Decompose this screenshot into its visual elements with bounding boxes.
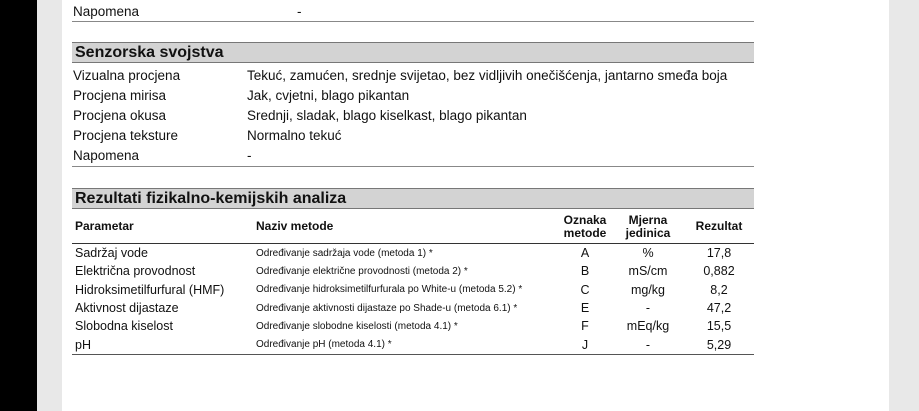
sensory-label: Napomena: [73, 148, 140, 163]
header-method: Naziv metode: [253, 210, 558, 244]
results-table: [72, 210, 754, 355]
sensory-value: Tekuć, zamućen, srednje svijetao, bez vidljivih onečišćenja, jantarno smeđa boja: [247, 68, 728, 83]
cell-code: J: [558, 335, 612, 354]
table-row: [72, 299, 754, 317]
cell-unit: mS/cm: [628, 264, 668, 279]
cell-method: Određivanje sadržaja vode (metoda 1) *: [256, 247, 433, 259]
cell-method: Određivanje slobodne kiselosti (metoda 4.1) *: [256, 320, 458, 332]
sensory-label: Procjena teksture: [73, 128, 179, 143]
header-unit-line2: jedinica: [625, 225, 671, 240]
table-row: [72, 335, 754, 354]
table-row: [72, 262, 754, 280]
sensory-label: Vizualna procjena: [73, 68, 181, 83]
top-note-value: -: [297, 4, 302, 19]
header-result: Rezultat: [684, 210, 754, 244]
cell-code: C: [580, 282, 590, 297]
cell-unit: %: [642, 246, 654, 261]
left-dark-margin: [0, 0, 37, 411]
cell-code: B: [580, 264, 590, 279]
sensory-value: Normalno tekuć: [247, 128, 342, 143]
cell-result: 17,8: [706, 246, 732, 261]
header-code-line1: Oznaka: [563, 212, 607, 227]
top-note-label: Napomena: [73, 4, 140, 19]
cell-unit: mEq/kg: [626, 319, 670, 334]
cell-parameter: Slobodna kiselost: [75, 319, 173, 334]
sensory-value: Jak, cvjetni, blago pikantan: [247, 88, 410, 103]
cell-method: Određivanje električne provodnosti (metoda 2) *: [256, 265, 468, 277]
cell-result: 15,5: [706, 319, 732, 334]
cell-result: 5,29: [684, 335, 754, 354]
table-row: [72, 281, 754, 299]
sensory-section-header: Senzorska svojstva: [72, 42, 754, 63]
cell-unit: -: [645, 301, 651, 316]
sensory-label: Procjena okusa: [73, 108, 167, 123]
table-row: [72, 244, 754, 263]
top-note-row: [73, 3, 753, 21]
cell-method: Određivanje hidroksimetilfurfurala po White-u (metoda 5.2) *: [256, 284, 523, 296]
sensory-label: Procjena mirisa: [73, 88, 167, 103]
results-section-header: Rezultati fizikalno-kemijskih analiza: [72, 188, 754, 209]
header-method-code: [558, 210, 612, 244]
header-code-line2: metode: [563, 225, 607, 240]
cell-parameter: Električna provodnost: [75, 264, 196, 279]
cell-code: A: [580, 246, 590, 261]
top-divider: [72, 21, 754, 22]
cell-method: Određivanje pH (metoda 4.1) *: [253, 335, 558, 354]
cell-method: Određivanje aktivnosti dijastaze po Shade-u (metoda 6.1) *: [256, 302, 518, 314]
cell-unit: -: [612, 335, 684, 354]
cell-result: 8,2: [710, 282, 728, 297]
cell-parameter: pH: [72, 335, 253, 354]
sensory-value: -: [247, 148, 252, 163]
cell-result: 0,882: [703, 264, 735, 279]
cell-code: E: [580, 301, 590, 316]
cell-code: F: [581, 319, 589, 334]
header-unit: [612, 210, 684, 244]
results-header-row: [72, 210, 754, 244]
header-unit-line1: Mjerna: [628, 212, 668, 227]
cell-parameter: Hidroksimetilfurfural (HMF): [75, 282, 225, 297]
cell-unit: mg/kg: [630, 282, 666, 297]
sensory-divider: [72, 166, 754, 167]
cell-result: 47,2: [706, 301, 732, 316]
table-row: [72, 317, 754, 335]
cell-parameter: Aktivnost dijastaze: [75, 301, 179, 316]
header-parameter: Parametar: [72, 210, 253, 244]
sensory-value: Srednji, sladak, blago kiselkast, blago pikantan: [247, 108, 527, 123]
cell-parameter: Sadržaj vode: [75, 246, 148, 261]
